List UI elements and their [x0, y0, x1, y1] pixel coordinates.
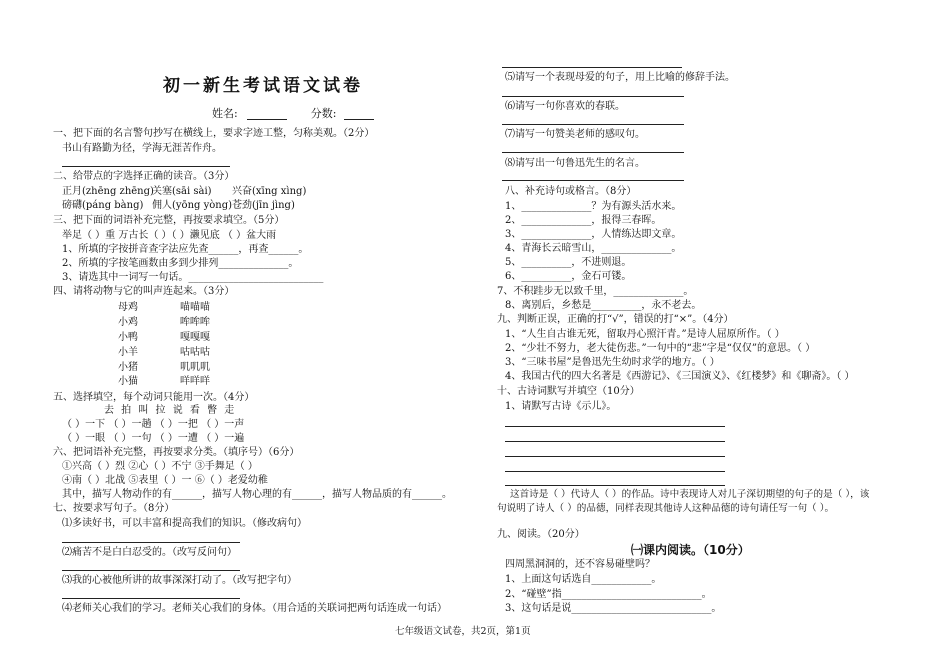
- q8-item-7: 7、不积跬步无以致千里，______________。: [497, 286, 694, 297]
- q7-sub-7-line[interactable]: [502, 152, 684, 153]
- q7-sub-2-line[interactable]: [62, 570, 240, 571]
- q8-item-8: 8、离别后，乡愁是__________，永不老去。: [505, 300, 702, 311]
- q6-text: 六、把词语补充完整，再按要求分类。（填序号）（6分）: [53, 447, 300, 458]
- q11-sub-2: 2、“碰壁”指____________________________。: [505, 589, 712, 600]
- q7-sub-4: ⑷老师关心我们的学习。老师关心我们的身体。（用合适的关联词把两句话连成一句话）: [62, 603, 447, 614]
- student-info-row: [212, 108, 374, 120]
- q7-sub-6-line[interactable]: [502, 124, 684, 125]
- q7-sub-6: ⑹请写一句你喜欢的春联。: [505, 101, 625, 112]
- animal-6[interactable]: 小猫: [118, 376, 138, 387]
- q9-item-4: 4、我国古代的四大名著是《西游记》、《三国演义》、《红楼梦》和《聊斋》。（ ）: [505, 371, 855, 382]
- sound-6[interactable]: 咩咩咩: [180, 376, 210, 387]
- q7-sub-3: ⑶我的心被他所讲的故事深深打动了。（改写把字句）: [62, 575, 297, 586]
- q7-sub-8: ⑻请写出一句鲁迅先生的名言。: [505, 158, 645, 169]
- sound-2[interactable]: 哞哞哞: [180, 317, 210, 328]
- q8-item-2: 2、______________，报得三春晖。: [505, 215, 662, 226]
- animal-2[interactable]: 小鸡: [118, 317, 138, 328]
- q10-para-2: 句说明了诗人（ ）的品德，同样表现其他诗人这种品德的诗句请任写一句（ ）。: [497, 503, 835, 514]
- q3-example: 举足（ ）重 万古长（ ）（ ）濑见底 （ ）盆大雨: [62, 230, 277, 241]
- animal-4[interactable]: 小羊: [118, 347, 138, 358]
- name-label: 姓名:: [212, 107, 238, 120]
- q10-para-1: 这首诗是（ ）代诗人（ ）的作品。诗中表现诗人对儿子深切期望的句子的是（ ），该: [510, 489, 870, 500]
- q10-sub: 1、请默写古诗《示儿》。: [505, 401, 617, 412]
- q1-text: 一、把下面的名言警句抄写在横线上，要求字迹工整，匀称美观。（2分）: [53, 128, 375, 139]
- sound-1[interactable]: 喵喵喵: [180, 302, 210, 313]
- q5-row-1: （ ）一下 （ ）一趟 （ ）一把 （ ）一声: [62, 419, 245, 430]
- q8-item-6: 6、__________，金石可镂。: [505, 271, 632, 282]
- q5-verbs: 去 拍 叫 拉 说 看 瞥 走: [104, 405, 235, 416]
- q11-text: 九、阅读。（20分）: [497, 529, 585, 540]
- q11-sub-3: 3、这句话是说____________________________。: [505, 603, 722, 614]
- q2-text: 二、给带点的字选择正确的读音。（3分）: [53, 171, 235, 182]
- page-footer: 七年级语文试卷，共2页，第1页: [395, 626, 531, 637]
- q6-classify: 其中，描写人物动作的有______，描写人物心理的有______，描写人物品质的有______。: [62, 489, 452, 500]
- q2-pinyin-1: 正月(zhēng zhēng): [62, 186, 154, 197]
- q3-text: 三、把下面的词语补充完整，再按要求填空。（5分）: [53, 215, 285, 226]
- q11-lead: 四周黑洞洞的，还不容易碰壁吗？: [505, 559, 655, 570]
- q2-pinyin-3: 兴奋(xīng xìng): [232, 186, 307, 197]
- sound-3[interactable]: 嘎嘎嘎: [180, 332, 210, 343]
- q9-text: 九、判断正误，正确的打“√”，错误的打“×”。（4分）: [497, 314, 734, 325]
- q4-text: 四、请将动物与它的叫声连起来。（3分）: [53, 286, 235, 297]
- q6-row-2: ④南（ ）北战 ⑤表里（ ）一 ⑥（ ）老爱幼稚: [62, 475, 268, 486]
- q6-row-1: ①兴高（ ）烈 ②心（ ）不宁 ③手舞足（ ）: [62, 461, 258, 472]
- q2-pinyin-2: 关塞(sāi sài): [152, 186, 212, 197]
- score-label: 分数:: [310, 107, 337, 120]
- q2-pinyin-6: 苍劲(jīn jìng): [232, 200, 295, 211]
- q7-sub-2: ⑵痛苦不是白白忍受的。（改写反问句）: [62, 547, 237, 558]
- q7-sub-5-line[interactable]: [502, 96, 684, 97]
- animal-5[interactable]: 小猪: [118, 362, 138, 373]
- score-blank[interactable]: [344, 109, 374, 120]
- q5-row-2: （ ）一眼 （ ）一句 （ ）一遭 （ ）一遍: [62, 433, 245, 444]
- q3-sub-3: 3、请选其中一词写一句话。___________________________: [62, 272, 324, 283]
- q8-text: 八、补充诗句或格言。（8分）: [505, 186, 637, 197]
- animal-3[interactable]: 小鸭: [118, 332, 138, 343]
- q7-sub-4-line[interactable]: [502, 67, 682, 68]
- q2-pinyin-4: 磅礴(páng bàng): [62, 200, 144, 211]
- q3-sub-1: 1、所填的字按拼音查字法应先查______，再查______。: [62, 244, 309, 255]
- q9-item-2: 2、“少壮不努力，老大徒伤悲。”一句中的“悲”字是“仅仅”的意思。（ ）: [505, 343, 816, 354]
- q7-sub-1-line[interactable]: [62, 542, 240, 543]
- q2-pinyin-5: 佣人(yōng yòng): [152, 200, 233, 211]
- q8-item-4: 4、青海长云暗雪山，______________。: [505, 243, 682, 254]
- q9-item-1: 1、“人生自古谁无死，留取丹心照汗青。”是诗人屈原所作。（ ）: [505, 329, 785, 340]
- q1-quote: 书山有路勤为径，学海无涯苦作舟。: [62, 143, 222, 154]
- sound-4[interactable]: 咕咕咕: [180, 347, 210, 358]
- q9-item-3: 3、“三味书屋”是鲁迅先生幼时求学的地方。（ ）: [505, 357, 720, 368]
- q8-item-5: 5、__________，不进则退。: [505, 257, 632, 268]
- q1-answer-line[interactable]: [62, 166, 230, 167]
- q7-text: 七、按要求写句子。（8分）: [53, 503, 175, 514]
- q8-item-3: 3、______________，人情练达即文章。: [505, 229, 682, 240]
- q7-sub-8-line[interactable]: [502, 180, 684, 181]
- name-blank[interactable]: [247, 109, 287, 120]
- q10-text: 十、古诗词默写并填空（10分）: [497, 386, 640, 397]
- q7-sub-1: ⑴多读好书，可以丰富和提高我们的知识。（修改病句）: [62, 518, 307, 529]
- animal-1[interactable]: 母鸡: [118, 302, 138, 313]
- q5-text: 五、选择填空，每个动词只能用一次。（4分）: [53, 392, 255, 403]
- q3-sub-2: 2、所填的字按笔画数由多到少排列______________。: [62, 258, 299, 269]
- q8-item-1: 1、______________？为有源头活水来。: [505, 201, 682, 212]
- q7-sub-7: ⑺请写一句赞美老师的感叹句。: [505, 129, 645, 140]
- q7-sub-3-line[interactable]: [62, 598, 240, 599]
- page-title: 初一新生考试语文试卷: [163, 76, 363, 96]
- q11-sub-1: 1、上面这句话选自____________。: [505, 574, 662, 585]
- poem-line-3[interactable]: [505, 456, 725, 457]
- poem-line-2[interactable]: [505, 441, 725, 442]
- sound-5[interactable]: 叽叽叽: [180, 362, 210, 373]
- q11-subhead: ㈠课内阅读。（10分）: [631, 543, 750, 557]
- poem-line-5[interactable]: [505, 485, 725, 486]
- poem-line-1[interactable]: [505, 426, 725, 427]
- poem-line-4[interactable]: [505, 471, 725, 472]
- q7-sub-5: ⑸请写一个表现母爱的句子，用上比喻的修辞手法。: [505, 72, 735, 83]
